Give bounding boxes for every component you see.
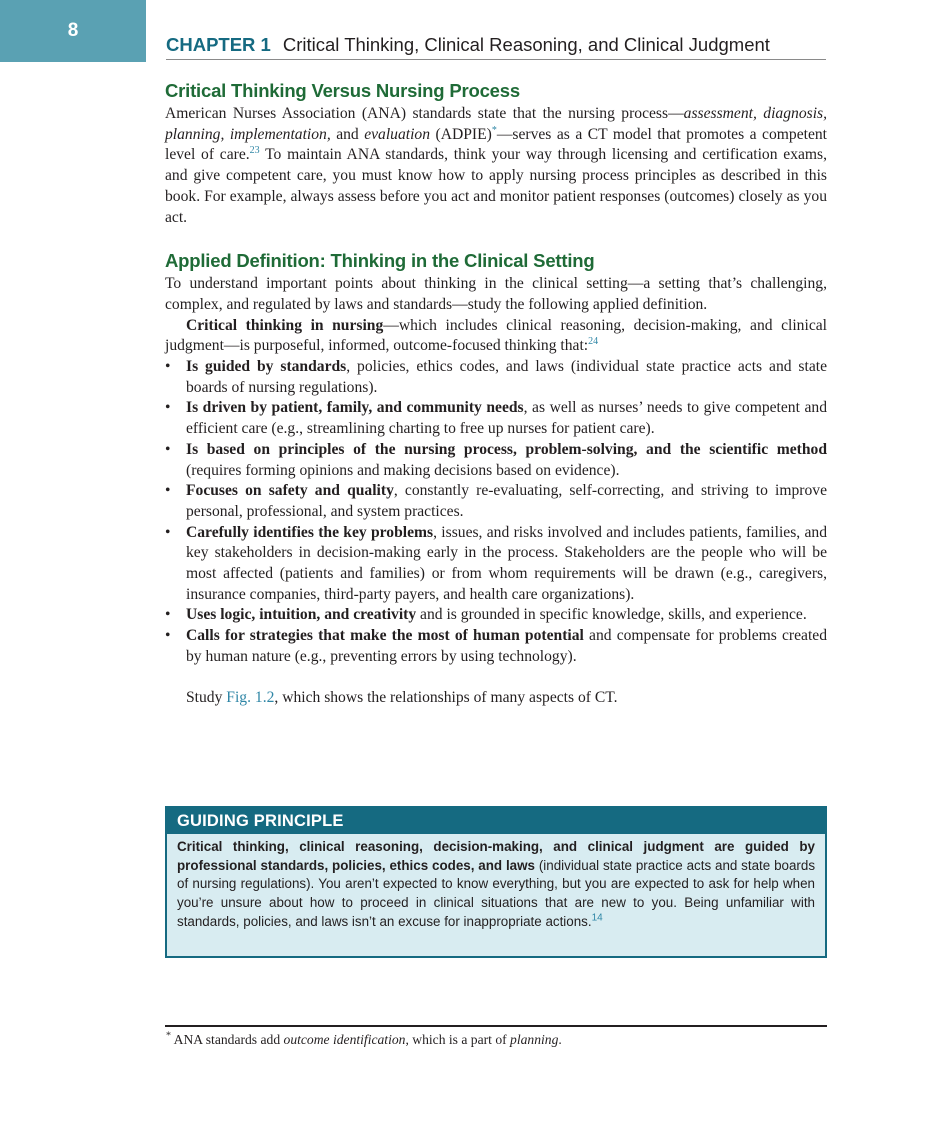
bullet-text: , as well as nurses’ needs to give competent and efficient care (e.g., streamlining charting to free up nurses for patient care). [186, 399, 827, 438]
bullet-bold-text: Focuses on safety and quality [186, 482, 394, 500]
study-paragraph [165, 688, 827, 709]
paragraph [165, 104, 827, 228]
footnote-marker[interactable]: * [491, 124, 497, 136]
bullet-item [165, 357, 827, 398]
paragraph: To understand important points about thinking in the clinical setting—a setting that’s challenging, complex, and regulated by laws and standards—study the following applied definition. [165, 275, 827, 313]
text-run: —which includes clinical reasoning, decision-making, and clinical judgment—is purposeful, informed, outcome-focused thinking that: [165, 316, 827, 355]
bullet-bold-text: Is driven by patient, family, and community needs [186, 399, 524, 417]
main-content [165, 78, 827, 708]
chapter-label: CHAPTER 1 [166, 34, 271, 55]
guiding-principle-box [165, 806, 827, 958]
bullet-text: , constantly re-evaluating, self-correcting, and striving to improve personal, professional, and system practices. [186, 482, 827, 520]
italic-text: outcome identification [283, 1032, 406, 1047]
bullet-icon: • [165, 606, 171, 624]
bullet-text: and compensate for problems created by human nature (e.g., preventing errors by using technology). [186, 627, 828, 665]
bullet-bold-text: Is based on principles of the nursing process, problem-solving, and the scientific method [186, 440, 827, 458]
section-heading: Applied Definition: Thinking in the Clinical Setting [165, 250, 595, 272]
bold-term: Critical thinking in nursing [186, 316, 384, 334]
text-run: (individual state practice acts and state boards of nursing regulations). You aren’t expected to know everything, but you are expected to ask for help when you’re unsure about how to proceed in clinical situations that are new to you. Being unfamiliar with standards, policies, and laws isn’t an excuse for inappropriate actions. [177, 857, 816, 929]
bullet-item [165, 605, 827, 626]
bullet-item [165, 626, 827, 667]
text-run: ANA standards add [171, 1032, 284, 1047]
bullet-icon: • [165, 440, 171, 458]
page-number-tab [0, 0, 146, 62]
bullet-icon: • [165, 482, 171, 500]
citation-ref[interactable]: 14 [591, 912, 603, 924]
text-run: —serves as a CT model that promotes a competent level of care. [165, 125, 827, 164]
text-run: , which shows the relationships of many aspects of CT. [274, 688, 618, 706]
text-run: and [330, 125, 365, 143]
section-applied-definition [165, 248, 827, 708]
italic-text: assessment, diagnosis, planning, implementation, [165, 105, 827, 143]
bullet-icon: • [165, 523, 171, 541]
text-run: (ADPIE) [430, 125, 492, 143]
bullet-icon: • [165, 358, 171, 376]
text-run: American Nurses Association (ANA) standards state that the nursing process— [165, 105, 684, 122]
bold-text: Critical thinking, clinical reasoning, decision-making, and clinical judgment are guided by professional standards, policies, ethics codes, and laws [177, 839, 815, 873]
bullet-text: and is grounded in specific knowledge, skills, and experience. [416, 606, 807, 624]
footnote-marker: * [166, 1030, 171, 1042]
bullet-text: , issues, and risks involved and includes patients, families, and key stakeholders in decision-making early in the process. Stakeholders are the people who will be most affected (patients and families) or from whom requirements will be drawn (e.g., caregivers, insurance companies, third-party payers, and health care organizations). [186, 523, 827, 603]
bullet-icon: • [165, 627, 171, 645]
bullet-item [165, 440, 827, 481]
chapter-title: Critical Thinking, Clinical Reasoning, and Clinical Judgment [282, 34, 770, 55]
bullet-text: , policies, ethics codes, and laws (individual state practice acts and state boards of nursing regulations). [186, 358, 828, 396]
text-run: Study [186, 688, 227, 706]
page-number: 8 [67, 20, 79, 41]
text-run: To maintain ANA standards, think your way through licensing and certification exams, and give competent care, you must know how to apply nursing process principles as described in this book. For example, always assess before you act and monitor patient responses (outcomes) closely as you act. [165, 146, 828, 226]
bullet-item [165, 398, 827, 439]
bullet-item [165, 523, 827, 606]
text-run: , which is a part of [405, 1032, 511, 1047]
bullet-icon: • [165, 399, 171, 417]
citation-ref[interactable]: 23 [249, 145, 260, 157]
guiding-principle-text [167, 834, 825, 932]
definition-paragraph [165, 316, 827, 357]
bullet-bold-text: Is guided by standards [186, 358, 347, 376]
figure-link[interactable]: Fig. 1.2 [226, 688, 275, 706]
section-critical-thinking-vs-nursing-process [165, 78, 827, 228]
header-rule [166, 59, 826, 60]
running-head [166, 34, 826, 56]
bullet-bold-text: Calls for strategies that make the most of human potential [186, 627, 584, 645]
guiding-principle-title: GUIDING PRINCIPLE [167, 808, 825, 834]
bullet-item [165, 481, 827, 522]
citation-ref[interactable]: 24 [588, 336, 599, 348]
bullet-bold-text: Carefully identifies the key problems [186, 523, 434, 541]
section-heading: Critical Thinking Versus Nursing Process [165, 80, 520, 101]
footnote-rule [165, 1025, 827, 1027]
text-run: . [558, 1032, 562, 1047]
bullet-text: (requires forming opinions and making decisions based on evidence). [186, 461, 620, 479]
bullet-bold-text: Uses logic, intuition, and creativity [186, 606, 417, 624]
italic-text: evaluation [364, 125, 431, 143]
footnote [166, 1031, 826, 1049]
bullet-list [165, 357, 827, 668]
italic-text: planning [510, 1032, 559, 1047]
